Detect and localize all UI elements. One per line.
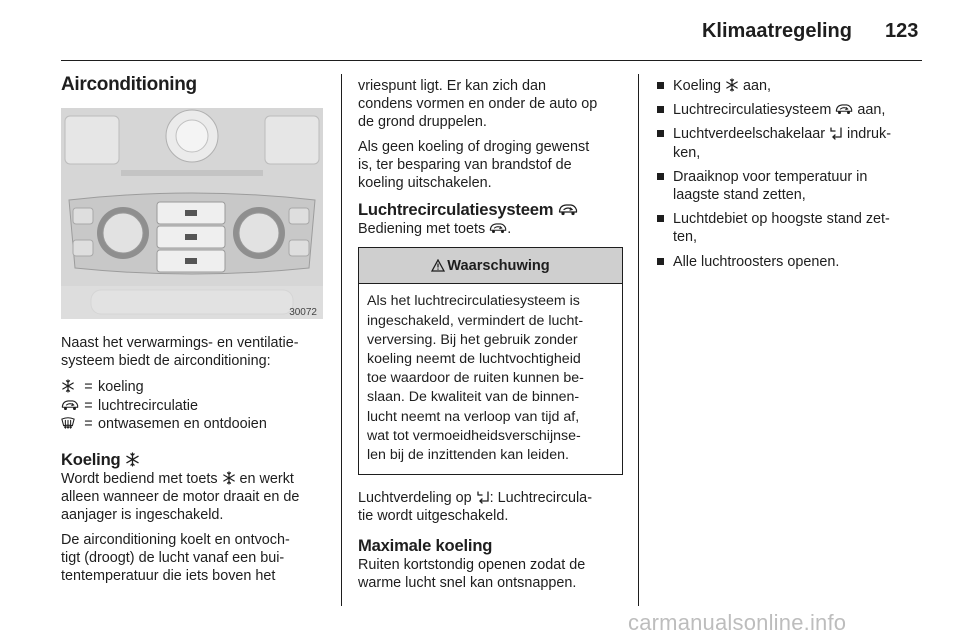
legend-text: ontwasemen en ontdooien xyxy=(98,415,267,432)
warning-body: Als het luchtrecirculatiesysteem is ingeschakeld, vermindert de lucht- verversing. Bij het gebruik zonder koeling neemt de luchtvochtigheid toe waardoor de ruiten kunnen be- slaan. De kwaliteit van de binnen- lucht neemt na verloop van tijd af, wat tot vermoeidheidsverschijnse- len bij de inzittenden kan leiden. xyxy=(367,293,584,464)
column-2: vriespunt ligt. Er kan zich dan condens vormen en onder de auto op de grond druppelen. Als geen koeling of droging gewenst is, ter besparing van brandstof de koeling uitschakelen. Luchtrecirculatiesysteem Bediening met toets . Waarschuwing Als het luchtrecirculatiesysteem is ingeschakeld, vermindert de lucht- verversing. Bij het gebruik zonder koeling neemt de luchtvochtigheid toe waardoor de ruiten kunnen be- slaan. De kwaliteit van de binnen- lucht neemt na verloop van tijd af, wat tot vermoeidheidsverschijnse- len bij de inzittenden kan leiden. Luchtverdeling op : Luchtrecircula- tie wordt uitgeschakeld. Maximale koeling Ruiten kortstondig openen zodat de warme lucht snel kan ontsnappen. xyxy=(358,77,626,598)
subsection-title-koeling: Koeling xyxy=(61,450,333,470)
column-1 xyxy=(61,76,329,94)
symbol-legend xyxy=(61,378,333,433)
recirculation-icon xyxy=(61,398,79,412)
recirculation-icon xyxy=(835,102,853,116)
list-item: Luchtverdeelschakelaar indruk- ken, xyxy=(655,125,923,161)
snowflake-icon xyxy=(725,78,739,92)
legend-equals: = xyxy=(84,397,93,414)
climate-control-panel-photo xyxy=(61,108,323,319)
legend-equals: = xyxy=(84,415,93,432)
page-number: 123 xyxy=(885,20,919,42)
list-item: Koeling aan, xyxy=(655,77,923,95)
photo-label: 30072 xyxy=(289,307,317,318)
snowflake-icon xyxy=(222,471,236,485)
warning-header xyxy=(359,248,622,284)
running-header-title: Klimaatregeling xyxy=(701,20,852,42)
legend-text: luchtrecirculatie xyxy=(98,397,198,414)
column-3 xyxy=(655,77,923,277)
legend-text: koeling xyxy=(98,379,144,396)
list-item: Luchtdebiet op hoogste stand zet- ten, xyxy=(655,210,923,246)
legend-row-cooling xyxy=(61,378,333,396)
subsection-title-max-cooling: Maximale koeling xyxy=(358,535,493,555)
recirculation-icon xyxy=(489,221,507,235)
column-1-body: Naast het verwarmings- en ventilatie- systeem biedt de airconditioning: = koeling = luchtrecirculatie = ontwasemen en ontdooien Koeling Wordt bediend met toets en werkt alleen wanneer de motor draait en de aanjager is ingeschakeld. De airconditioning koelt en ontvoch- tigt (droogt) de lucht vanaf een bui- tentemperatuur die iets boven het xyxy=(61,334,333,591)
air-distribution-icon xyxy=(829,126,843,140)
intro-line: Naast het verwarmings- en ventilatie- xyxy=(61,335,299,351)
list-item: Alle luchtroosters openen. xyxy=(655,253,923,271)
legend-row-recirculation xyxy=(61,397,333,415)
warning-triangle-icon xyxy=(431,259,445,272)
list-item: Draaiknop voor temperatuur in laagste stand zetten, xyxy=(655,168,923,204)
header-rule xyxy=(61,60,922,61)
warning-title: Waarschuwing xyxy=(447,257,550,274)
section-title-airconditioning: Airconditioning xyxy=(61,74,197,95)
list-item: Luchtrecirculatiesysteem aan, xyxy=(655,101,923,119)
snowflake-icon xyxy=(61,379,75,393)
column-divider xyxy=(341,74,342,606)
recirculation-icon xyxy=(558,202,578,217)
watermark: carmanualsonline.info xyxy=(628,610,847,635)
climate-panel-illustration xyxy=(61,108,323,319)
demist-icon xyxy=(61,416,75,430)
legend-equals: = xyxy=(84,379,93,396)
warning-box xyxy=(358,247,623,475)
snowflake-icon xyxy=(125,452,140,467)
air-distribution-icon xyxy=(476,490,490,504)
subsection-title-recirculation: Luchtrecirculatiesysteem xyxy=(358,200,626,220)
column-divider xyxy=(638,74,639,606)
legend-row-demist xyxy=(61,415,333,433)
intro-line: systeem biedt de airconditioning: xyxy=(61,353,271,370)
max-cooling-steps xyxy=(655,77,923,271)
